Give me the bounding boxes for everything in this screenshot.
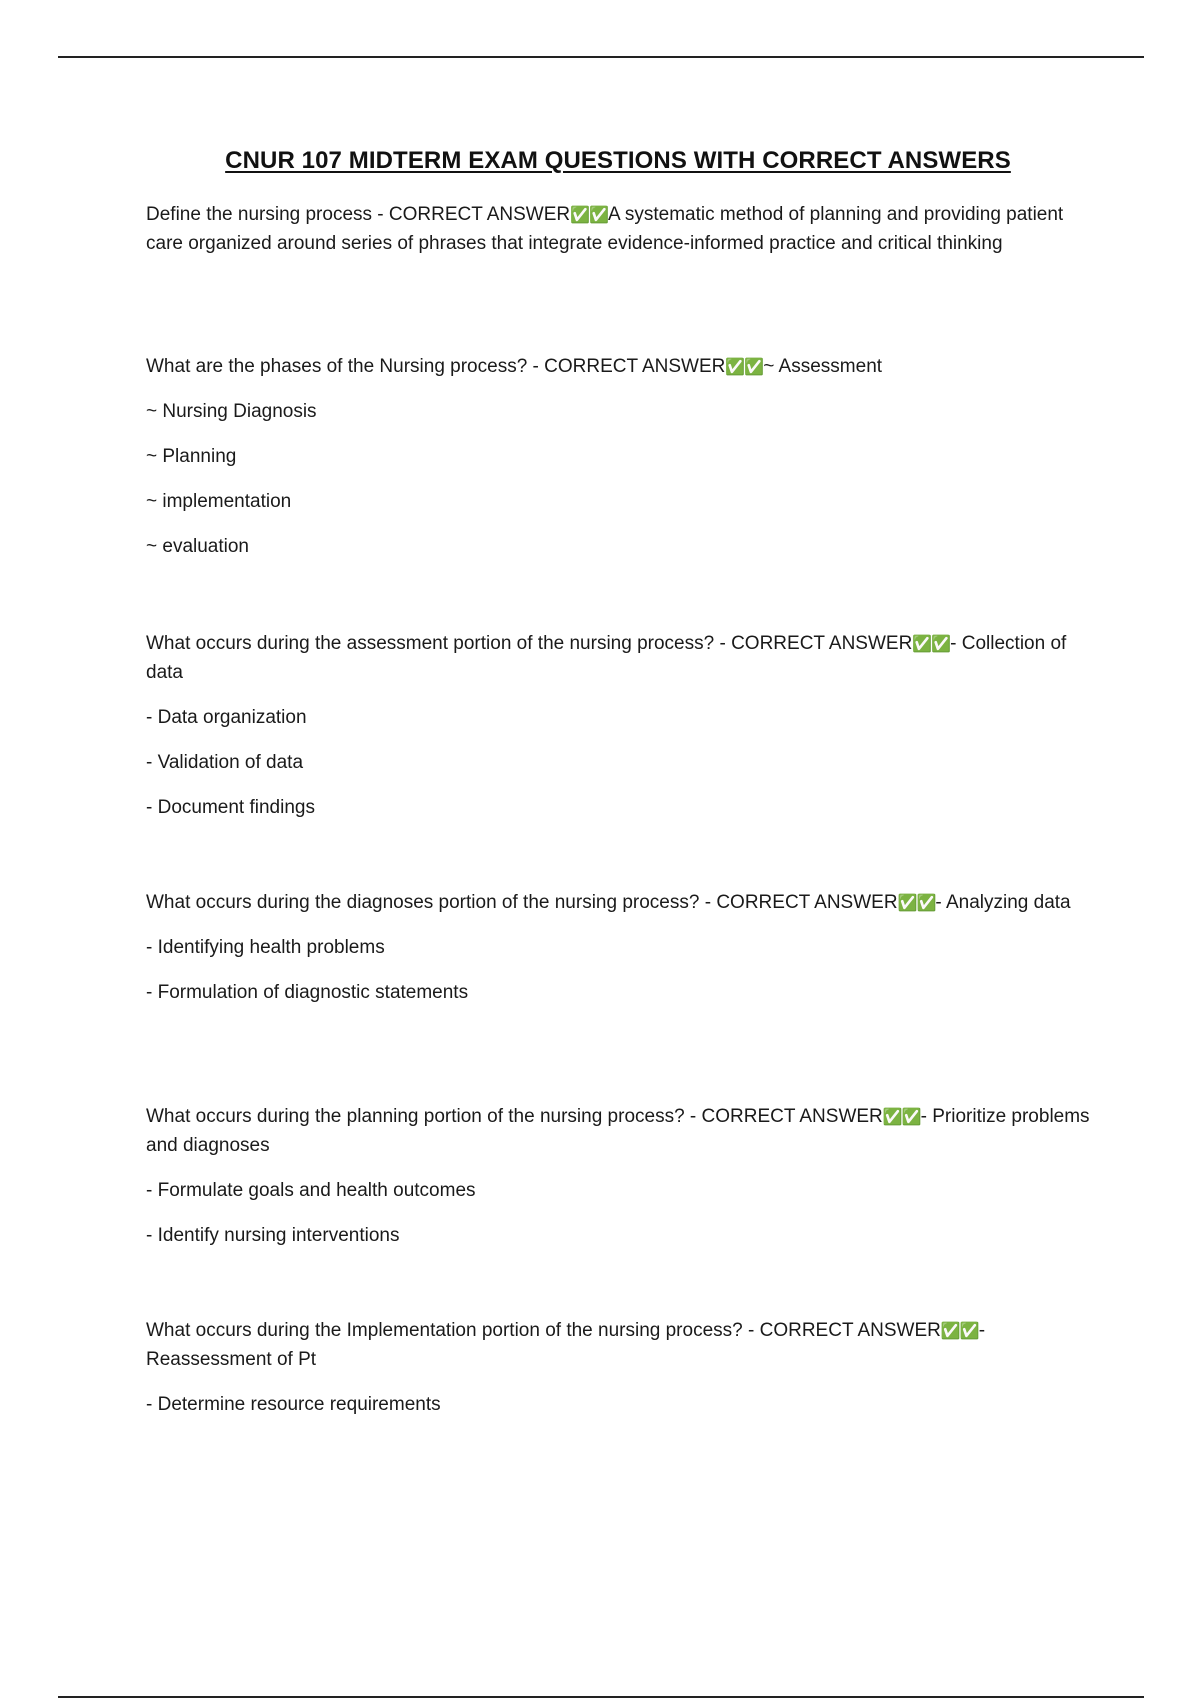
check-mark-icon: ✅✅ bbox=[912, 634, 951, 653]
answer-line: - Identifying health problems bbox=[146, 937, 385, 958]
qa-block bbox=[146, 200, 1096, 258]
qa-block bbox=[146, 1316, 1096, 1419]
answer-marker: CORRECT ANSWER bbox=[731, 633, 913, 654]
question-line bbox=[146, 888, 1096, 917]
qa-block bbox=[146, 1102, 1096, 1250]
question-text: What occurs during the assessment portion of the nursing process? - bbox=[146, 633, 732, 654]
check-mark-icon: ✅✅ bbox=[940, 1321, 979, 1340]
answer-marker: CORRECT ANSWER bbox=[759, 1320, 941, 1341]
question-text: What occurs during the Implementation portion of the nursing process? - bbox=[146, 1320, 760, 1341]
answer-line: ~ Nursing Diagnosis bbox=[146, 401, 317, 422]
answer-text: - Collection of data bbox=[146, 633, 1067, 683]
answer-text: - Analyzing data bbox=[935, 892, 1071, 913]
question-text: What are the phases of the Nursing process? - bbox=[146, 356, 545, 377]
answer-line: - Identify nursing interventions bbox=[146, 1225, 400, 1246]
answer-line: - Formulate goals and health outcomes bbox=[146, 1180, 476, 1201]
answer-marker: CORRECT ANSWER bbox=[388, 204, 571, 225]
check-mark-icon: ✅✅ bbox=[882, 1107, 921, 1126]
qa-block bbox=[146, 352, 1096, 561]
question-line bbox=[146, 1102, 1096, 1160]
answer-line: - Data organization bbox=[146, 707, 307, 728]
header-rule bbox=[58, 56, 1144, 58]
answer-text: - Reassessment of Pt bbox=[146, 1320, 986, 1370]
check-mark-icon: ✅✅ bbox=[570, 205, 608, 224]
answer-line: - Determine resource requirements bbox=[146, 1394, 441, 1415]
question-line bbox=[146, 1316, 1096, 1374]
answer-line: ~ Planning bbox=[146, 446, 237, 467]
check-mark-icon: ✅✅ bbox=[725, 357, 764, 376]
answer-marker: CORRECT ANSWER bbox=[701, 1106, 883, 1127]
answer-line: - Document findings bbox=[146, 797, 315, 818]
footer-rule bbox=[58, 1696, 1144, 1698]
question-text: Define the nursing process - bbox=[146, 204, 389, 225]
page-title: CNUR 107 MIDTERM EXAM QUESTIONS WITH CORRECT ANSWERS bbox=[225, 147, 1011, 174]
check-mark-icon: ✅✅ bbox=[897, 893, 936, 912]
question-line bbox=[146, 352, 1096, 381]
qa-block bbox=[146, 629, 1096, 822]
question-text: What occurs during the planning portion of the nursing process? - bbox=[146, 1106, 702, 1127]
answer-text: - Prioritize problems and diagnoses bbox=[146, 1106, 1090, 1156]
question-line bbox=[146, 200, 1096, 258]
answer-marker: CORRECT ANSWER bbox=[544, 356, 726, 377]
answer-text: ~ Assessment bbox=[763, 356, 883, 377]
qa-block bbox=[146, 888, 1096, 1007]
answer-line: - Formulation of diagnostic statements bbox=[146, 982, 469, 1003]
answer-line: - Validation of data bbox=[146, 752, 304, 773]
answer-line: ~ implementation bbox=[146, 491, 292, 512]
answer-text: A systematic method of planning and providing patient care organized around series of phrases that integrate evidence-informed practice and critical thinking bbox=[146, 204, 1064, 254]
answer-marker: CORRECT ANSWER bbox=[716, 892, 898, 913]
question-line bbox=[146, 629, 1096, 687]
answer-line: ~ evaluation bbox=[146, 536, 249, 557]
question-text: What occurs during the diagnoses portion of the nursing process? - bbox=[146, 892, 717, 913]
